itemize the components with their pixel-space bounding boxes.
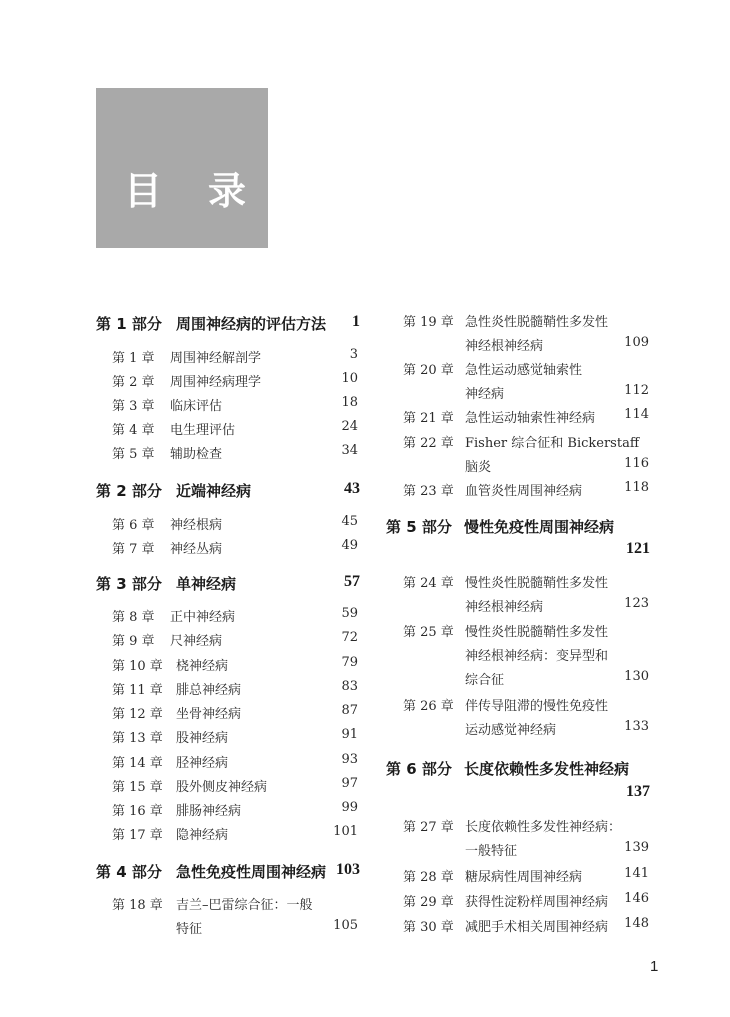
chapter-page: 99 (341, 800, 358, 815)
chapter-label: 第 22 章 (403, 436, 454, 451)
chapter-label: 第 23 章 (403, 484, 454, 499)
chapter-page: 141 (624, 866, 649, 881)
chapter-page: 18 (341, 395, 358, 410)
chapter-label: 第 12 章 (112, 707, 163, 722)
chapter-title-line-1: 伴传导阻滞的慢性免疫性 (465, 699, 609, 714)
chapter-page: 97 (341, 776, 358, 791)
chapter-label: 第 1 章 (112, 351, 155, 366)
chapter-label: 第 24 章 (403, 576, 454, 591)
part-title: 急性免疫性周围神经病 (176, 863, 327, 881)
part-label: 第 4 部分 (96, 863, 162, 881)
chapter-page: 118 (624, 480, 649, 495)
chapter-page: 34 (341, 443, 358, 458)
chapter-title: 血管炎性周围神经病 (465, 484, 583, 499)
toc-title-char-2: 录 (208, 169, 247, 213)
chapter-label: 第 29 章 (403, 895, 454, 910)
chapter-page: 139 (624, 840, 649, 855)
toc-title-char-1: 目 (124, 169, 163, 213)
chapter-title-line-2: 一般特征 (465, 844, 518, 859)
chapter-title: 隐神经病 (176, 828, 229, 843)
chapter-title-line-1: 长度依赖性多发性神经病： (465, 820, 622, 835)
chapter-page: 72 (341, 630, 358, 645)
part-page: 103 (336, 861, 360, 878)
chapter-title-line-1: 慢性炎性脱髓鞘性多发性 (465, 576, 609, 591)
chapter-title-line-2: 神经病 (465, 387, 505, 402)
chapter-label: 第 17 章 (112, 828, 163, 843)
chapter-label: 第 30 章 (403, 920, 454, 935)
chapter-page: 116 (624, 456, 649, 471)
chapter-title: 坐骨神经病 (176, 707, 242, 722)
chapter-title: 股神经病 (176, 731, 229, 746)
chapter-title: 急性运动轴索性神经病 (465, 411, 596, 426)
chapter-title-line-2: 神经根神经病 (465, 339, 544, 354)
chapter-label: 第 28 章 (403, 870, 454, 885)
chapter-title: 电生理评估 (170, 423, 236, 438)
chapter-title-line-1: 急性炎性脱髓鞘性多发性 (465, 315, 609, 330)
chapter-title-line-2: 脑炎 (465, 460, 492, 475)
part-page: 121 (626, 540, 650, 557)
chapter-page: 45 (341, 514, 358, 529)
chapter-page: 93 (341, 752, 358, 767)
chapter-page: 24 (341, 419, 358, 434)
part-title: 慢性免疫性周围神经病 (464, 518, 615, 536)
part-page: 57 (344, 573, 360, 590)
chapter-title: 周围神经解剖学 (170, 351, 262, 366)
chapter-title: 腓肠神经病 (176, 804, 242, 819)
chapter-title: 辅助检查 (170, 447, 223, 462)
chapter-label: 第 14 章 (112, 756, 163, 771)
chapter-title: 减肥手术相关周围神经病 (465, 920, 609, 935)
chapter-label: 第 11 章 (112, 683, 163, 698)
chapter-label: 第 9 章 (112, 634, 155, 649)
chapter-title: 桡神经病 (176, 659, 229, 674)
chapter-label: 第 19 章 (403, 315, 454, 330)
chapter-label: 第 3 章 (112, 399, 155, 414)
chapter-title: 神经丛病 (170, 542, 223, 557)
part-label: 第 2 部分 (96, 482, 162, 500)
chapter-label: 第 7 章 (112, 542, 155, 557)
part-label: 第 3 部分 (96, 575, 162, 593)
chapter-label: 第 27 章 (403, 820, 454, 835)
chapter-page: 123 (624, 596, 649, 611)
chapter-page: 105 (333, 918, 358, 933)
part-label: 第 6 部分 (386, 760, 452, 778)
part-page: 1 (352, 313, 360, 330)
chapter-page: 148 (624, 916, 649, 931)
chapter-page: 130 (624, 669, 649, 684)
part-page: 137 (626, 783, 650, 800)
chapter-title-line-1: Fisher 综合征和 Bickerstaff (465, 436, 640, 451)
chapter-title: 糖尿病性周围神经病 (465, 870, 583, 885)
chapter-title-line-2: 神经根神经病 (465, 600, 544, 615)
chapter-label: 第 18 章 (112, 898, 163, 913)
chapter-title: 腓总神经病 (176, 683, 242, 698)
chapter-title-line-2: 运动感觉神经病 (465, 723, 557, 738)
chapter-label: 第 21 章 (403, 411, 454, 426)
chapter-title: 神经根病 (170, 518, 223, 533)
chapter-page: 83 (341, 679, 358, 694)
chapter-page: 59 (341, 606, 358, 621)
chapter-page: 146 (624, 891, 649, 906)
chapter-page: 133 (624, 719, 649, 734)
chapter-title: 正中神经病 (170, 610, 236, 625)
chapter-page: 91 (341, 727, 358, 742)
chapter-title: 临床评估 (170, 399, 223, 414)
chapter-title-line-1: 急性运动感觉轴索性 (465, 363, 583, 378)
chapter-label: 第 25 章 (403, 625, 454, 640)
chapter-title: 股外侧皮神经病 (176, 780, 268, 795)
part-title: 近端神经病 (176, 482, 252, 500)
chapter-label: 第 5 章 (112, 447, 155, 462)
chapter-title: 周围神经病理学 (170, 375, 262, 390)
chapter-page: 109 (624, 335, 649, 350)
chapter-label: 第 8 章 (112, 610, 155, 625)
chapter-label: 第 10 章 (112, 659, 163, 674)
chapter-page: 3 (349, 347, 358, 362)
part-title: 长度依赖性多发性神经病 (464, 760, 630, 778)
chapter-page: 114 (624, 407, 649, 422)
chapter-title-line-3: 综合征 (465, 673, 505, 688)
chapter-label: 第 2 章 (112, 375, 155, 390)
chapter-page: 101 (333, 824, 358, 839)
chapter-title-line-2: 神经根神经病：变异型和 (465, 649, 609, 664)
chapter-title: 尺神经病 (170, 634, 223, 649)
chapter-title: 胫神经病 (176, 756, 229, 771)
part-title: 单神经病 (176, 575, 237, 593)
chapter-title-line-1: 吉兰–巴雷综合征：一般 (176, 898, 313, 913)
page-number: 1 (650, 958, 659, 975)
toc-title-block (96, 88, 268, 248)
chapter-label: 第 26 章 (403, 699, 454, 714)
part-label: 第 5 部分 (386, 518, 452, 536)
chapter-page: 49 (341, 538, 358, 553)
part-page: 43 (344, 480, 360, 497)
part-label: 第 1 部分 (96, 315, 162, 333)
chapter-page: 10 (341, 371, 358, 386)
chapter-page: 79 (341, 655, 358, 670)
chapter-title: 获得性淀粉样周围神经病 (465, 895, 609, 910)
chapter-title-line-1: 慢性炎性脱髓鞘性多发性 (465, 625, 609, 640)
chapter-label: 第 13 章 (112, 731, 163, 746)
part-title: 周围神经病的评估方法 (176, 315, 327, 333)
chapter-title-line-2: 特征 (176, 922, 203, 937)
chapter-label: 第 20 章 (403, 363, 454, 378)
chapter-page: 87 (341, 703, 358, 718)
chapter-label: 第 15 章 (112, 780, 163, 795)
chapter-label: 第 4 章 (112, 423, 155, 438)
chapter-page: 112 (624, 383, 649, 398)
chapter-label: 第 16 章 (112, 804, 163, 819)
chapter-label: 第 6 章 (112, 518, 155, 533)
